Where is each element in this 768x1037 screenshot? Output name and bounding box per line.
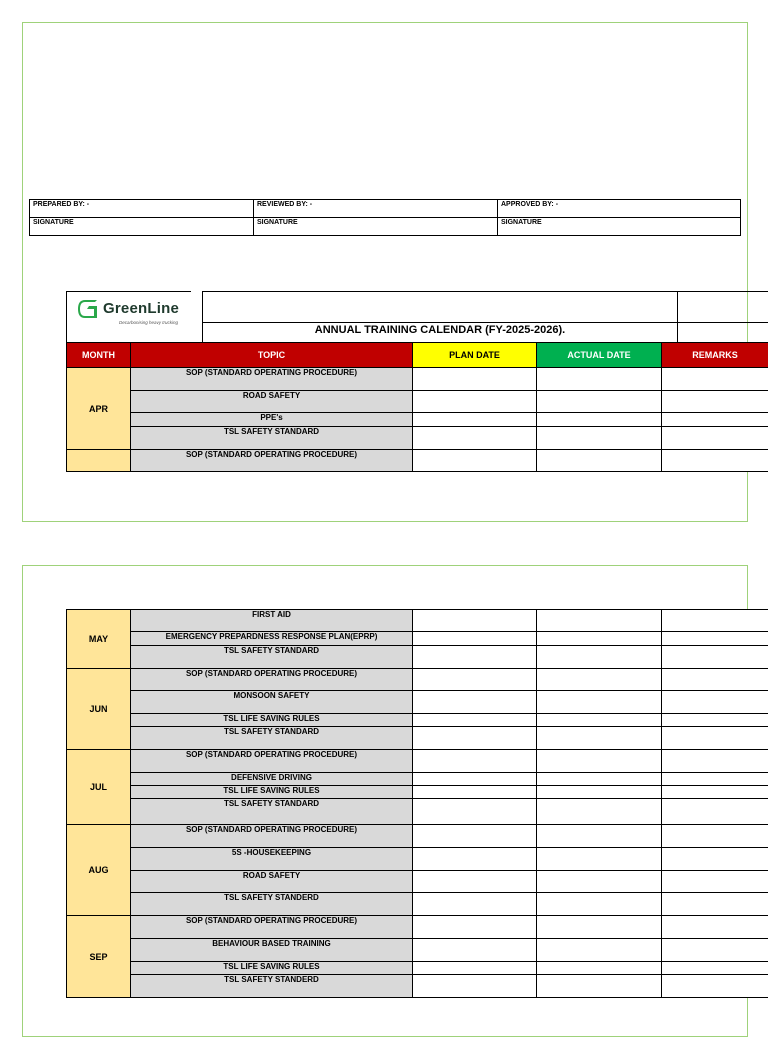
topic-cell: SOP (STANDARD OPERATING PROCEDURE) xyxy=(131,368,413,391)
plan-date-cell xyxy=(413,368,537,391)
topic-cell: 5S -HOUSEKEEPING xyxy=(131,848,413,871)
approved-by-cell: APPROVED BY: - xyxy=(498,200,741,218)
topic-cell: TSL SAFETY STANDARD xyxy=(131,727,413,750)
topic-cell: TSL LIFE SAVING RULES xyxy=(131,786,413,799)
column-header-month: MONTH xyxy=(67,343,131,368)
month-cell-sep: SEP xyxy=(67,916,131,998)
topic-cell: TSL SAFETY STANDARD xyxy=(131,427,413,450)
logo-wordmark: GreenLine xyxy=(103,300,179,317)
logo-tagline: Decarbonising heavy trucking xyxy=(119,320,178,325)
document-title: ANNUAL TRAINING CALENDAR (FY-2025-2026). xyxy=(203,324,677,336)
topic-cell: TSL SAFETY STANDARD xyxy=(131,646,413,669)
topic-cell: ROAD SAFETY xyxy=(131,391,413,413)
topic-cell: BEHAVIOUR BASED TRAINING xyxy=(131,939,413,962)
actual-date-cell xyxy=(537,368,662,391)
company-logo xyxy=(66,291,191,343)
topic-cell: SOP (STANDARD OPERATING PROCEDURE) xyxy=(131,916,413,939)
topic-cell: SOP (STANDARD OPERATING PROCEDURE) xyxy=(131,669,413,691)
topic-cell: TSL SAFETY STANDARD xyxy=(131,799,413,825)
signature-cell: SIGNATURE xyxy=(498,218,741,236)
column-header-topic: TOPIC xyxy=(131,343,413,368)
signature-cell: SIGNATURE xyxy=(30,218,254,236)
topic-cell: PPE's xyxy=(131,413,413,427)
topic-cell: FIRST AID xyxy=(131,610,413,632)
column-header-remarks: REMARKS xyxy=(662,343,768,368)
month-cell-empty xyxy=(67,450,131,472)
column-header-actual-date: ACTUAL DATE xyxy=(537,343,662,368)
prepared-by-cell: PREPARED BY: - xyxy=(30,200,254,218)
remarks-cell xyxy=(662,368,768,391)
reviewed-by-cell: REVIEWED BY: - xyxy=(254,200,498,218)
month-cell-may: MAY xyxy=(67,610,131,669)
month-cell-jul: JUL xyxy=(67,750,131,825)
topic-cell: TSL LIFE SAVING RULES xyxy=(131,714,413,727)
topic-cell: TSL SAFETY STANDERD xyxy=(131,893,413,916)
topic-cell: SOP (STANDARD OPERATING PROCEDURE) xyxy=(131,450,413,472)
month-cell-apr: APR xyxy=(67,368,131,450)
signature-cell: SIGNATURE xyxy=(254,218,498,236)
greenline-g-logo-icon xyxy=(77,298,99,320)
title-box xyxy=(202,291,768,343)
topic-cell: TSL LIFE SAVING RULES xyxy=(131,962,413,975)
training-calendar-table-1 xyxy=(66,342,768,472)
topic-cell: MONSOON SAFETY xyxy=(131,691,413,714)
topic-cell: DEFENSIVE DRIVING xyxy=(131,773,413,786)
topic-cell: EMERGENCY PREPARDNESS RESPONSE PLAN(EPRP) xyxy=(131,632,413,646)
topic-cell: SOP (STANDARD OPERATING PROCEDURE) xyxy=(131,750,413,773)
topic-cell: ROAD SAFETY xyxy=(131,871,413,893)
training-calendar-table-2 xyxy=(66,609,768,998)
month-cell-aug: AUG xyxy=(67,825,131,916)
approval-table xyxy=(29,199,741,236)
topic-cell: TSL SAFETY STANDERD xyxy=(131,975,413,998)
month-cell-jun: JUN xyxy=(67,669,131,750)
column-header-plan-date: PLAN DATE xyxy=(413,343,537,368)
topic-cell: SOP (STANDARD OPERATING PROCEDURE) xyxy=(131,825,413,848)
